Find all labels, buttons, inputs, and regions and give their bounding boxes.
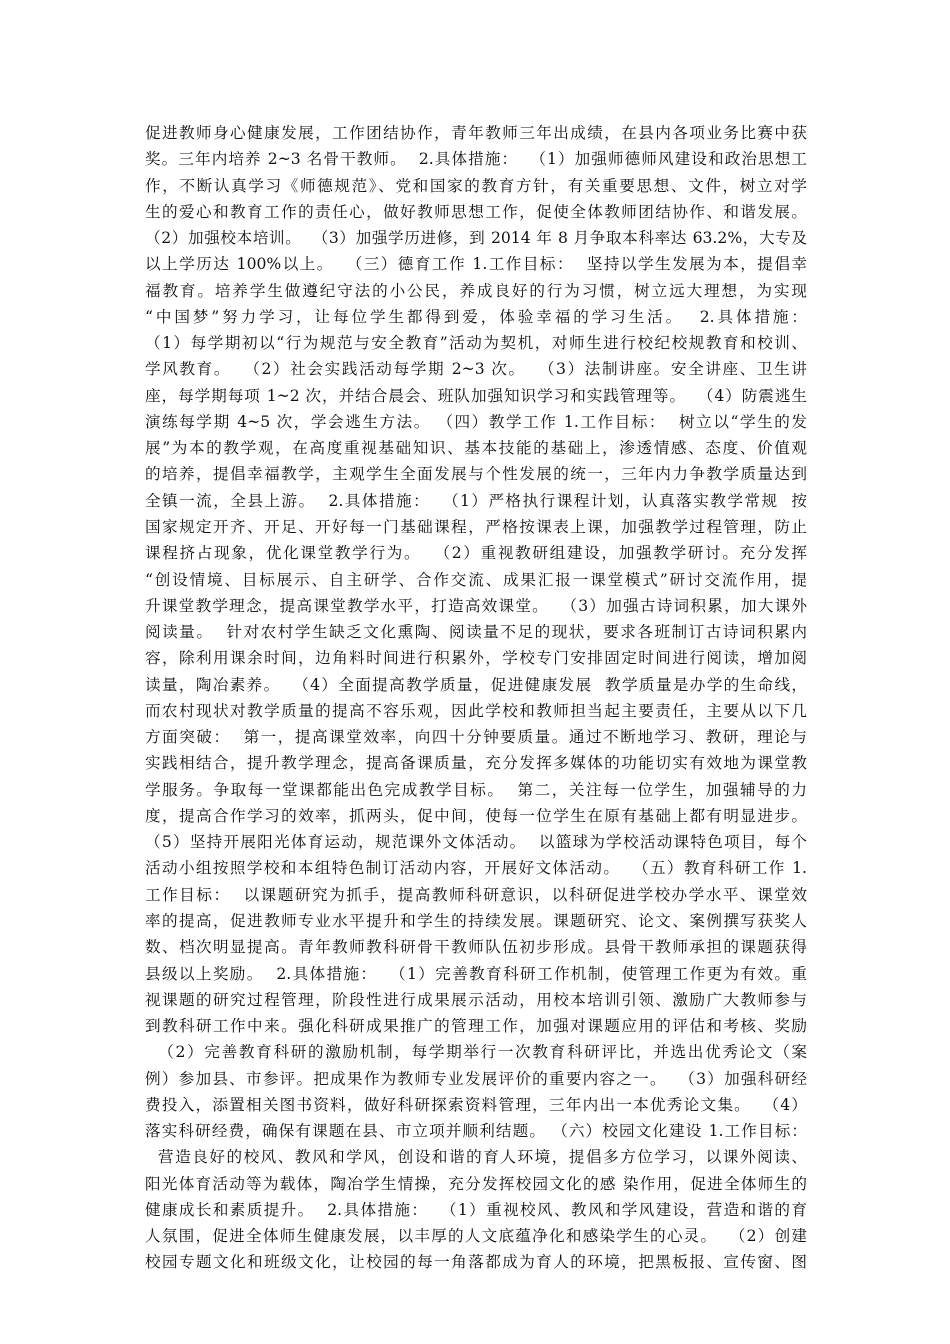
text-line: （1）每学期初以“行为规范与安全教育”活动为契机，对师生进行校纪校规教育和校训、 [145, 334, 807, 353]
text-line: 展”为本的教学观，在高度重视基础知识、基本技能的基础上，渗透情感、态度、价值观 [145, 439, 807, 458]
text-line: “中国梦”努力学习，让每位学生都得到爱，体验幸福的学习生活。 2.具体措施： [145, 307, 807, 326]
text-line: 度，提高合作学习的效率，抓两头，促中间，使每一位学生在原有基础上都有明显进步。 [145, 806, 807, 825]
text-line: 活动小组按照学校和本组特色制订活动内容，开展好文体活动。 （五）教育科研工作 1. [145, 859, 807, 878]
text-line: 作，不断认真学习《师德规范》、党和国家的教育方针，有关重要思想、文件，树立对学 [145, 176, 807, 195]
text-line: 学风教育。 （2）社会实践活动每学期 2~3 次。 （3）法制讲座。安全讲座、卫生讲 [145, 360, 807, 379]
document-body [145, 120, 807, 1320]
text-line: 生的爱心和教育工作的责任心，做好教师思想工作，促使全体教师团结协作、和谐发展。 [145, 202, 807, 221]
text-line: 课程挤占现象，优化课堂教学行为。 （2）重视教研组建设，加强教学研讨。充分发挥 [145, 544, 807, 563]
text-line: 费投入，添置相关图书资料，做好科研探索资料管理，三年内出一本优秀论文集。 （4） [145, 1095, 807, 1114]
text-line: 视课题的研究过程管理，阶段性进行成果展示活动，用校本培训引领、激励广大教师参与 [145, 990, 807, 1009]
text-line: 阳光体育活动等为载体，陶冶学生情操，充分发挥校园文化的感 染作用，促进全体师生的 [145, 1174, 807, 1193]
text-line: 座，每学期每项 1~2 次，并结合晨会、班队加强知识学习和实践管理等。 （4）防震逃生 [145, 386, 807, 405]
text-line: 数、档次明显提高。青年教师教科研骨干教师队伍初步形成。县骨干教师承担的课题获得 [145, 938, 807, 957]
text-line: 县级以上奖励。 2.具体措施： （1）完善教育科研工作机制，使管理工作更为有效。重 [145, 964, 807, 983]
text-line: （5）坚持开展阳光体育运动，规范课外文体活动。 以篮球为学校活动课特色项目，每个 [145, 833, 807, 852]
text-line: 率的提高，促进教师专业水平提升和学生的持续发展。课题研究、论文、案例撰写获奖人 [145, 911, 807, 930]
text-line: 实践相结合，提升教学理念，提高备课质量，充分发挥多媒体的功能切实有效地为课堂教 [145, 754, 807, 773]
text-line: “创设情境、目标展示、自主研学、合作交流、成果汇报一课堂模式”研讨交流作用，提 [145, 570, 807, 589]
text-line: 人氛围，促进全体师生健康发展，以丰厚的人文底蕴净化和感染学生的心灵。 （2）创建 [145, 1227, 807, 1246]
text-line: （2）完善教育科研的激励机制，每学期举行一次教育科研评比，并选出优秀论文（案 [145, 1043, 807, 1062]
text-line: 升课堂教学理念，提高课堂教学水平，打造高效课堂。 （3）加强古诗词积累，加大课外 [145, 596, 807, 615]
text-line: 全镇一流，全县上游。 2.具体措施： （1）严格执行课程计划，认真落实教学常规 按 [145, 491, 807, 510]
text-line: 读量，陶冶素养。 （4）全面提高教学质量，促进健康发展 教学质量是办学的生命线， [145, 675, 807, 694]
text-line: 工作目标： 以课题研究为抓手，提高教师科研意识，以科研促进学校办学水平、课堂效 [145, 885, 807, 904]
text-line: 营造良好的校风、教风和学风，创设和谐的育人环境，提倡多方位学习，以课外阅读、 [145, 1148, 807, 1167]
text-line: 到教科研工作中来。强化科研成果推广的管理工作，加强对课题应用的评估和考核、奖励 [145, 1017, 807, 1036]
text-line: 方面突破： 第一，提高课堂效率，向四十分钟要质量。通过不断地学习、教研，理论与 [145, 728, 807, 747]
text-line: 演练每学期 4~5 次，学会逃生方法。 （四）教学工作 1.工作目标： 树立以“学生的发 [145, 412, 807, 431]
text-line: 以上学历达 100%以上。 （三）德育工作 1.工作目标： 坚持以学生发展为本，提倡幸 [145, 255, 807, 274]
text-line: 促进教师身心健康发展，工作团结协作，青年教师三年出成绩，在县内各项业务比赛中获 [145, 124, 807, 142]
text-line: 国家规定开齐、开足、开好每一门基础课程，严格按课表上课，加强教学过程管理，防止 [145, 517, 807, 536]
text-line: 落实科研经费，确保有课题在县、市立项并顺利结题。 （六）校园文化建设 1.工作目标： [145, 1122, 807, 1141]
text-line: 校园专题文化和班级文化，让校园的每一角落都成为育人的环境，把黑板报、宣传窗、图 [145, 1253, 807, 1272]
text-line: 福教育。培养学生做遵纪守法的小公民，养成良好的行为习惯，树立远大理想，为实现 [145, 281, 807, 300]
text-line: 的培养，提倡幸福教学，主观学生全面发展与个性发展的统一，三年内力争教学质量达到 [145, 465, 807, 484]
text-line: 例）参加县、市参评。把成果作为教师专业发展评价的重要内容之一。 （3）加强科研经 [145, 1069, 807, 1088]
text-line: 奖。三年内培养 2~3 名骨干教师。 2.具体措施： （1）加强师德师风建设和政治思想工 [145, 150, 807, 169]
text-line: 而农村现状对教学质量的提高不容乐观，因此学校和教师担当起主要责任，主要从以下几 [145, 701, 807, 720]
text-line: 健康成长和素质提升。 2.具体措施： （1）重视校风、教风和学风建设，营造和谐的育 [145, 1200, 807, 1219]
text-line: 容，除利用课余时间，边角料时间进行积累外，学校专门安排固定时间进行阅读，增加阅 [145, 649, 807, 668]
text-line: 阅读量。 针对农村学生缺乏文化熏陶、阅读量不足的现状，要求各班制订古诗词积累内 [145, 623, 807, 642]
text-line: 学服务。争取每一堂课都能出色完成教学目标。 第二，关注每一位学生，加强辅导的力 [145, 780, 807, 799]
text-line: （2）加强校本培训。 （3）加强学历进修，到 2014 年 8 月争取本科率达 63.2%，大专及 [145, 229, 807, 248]
